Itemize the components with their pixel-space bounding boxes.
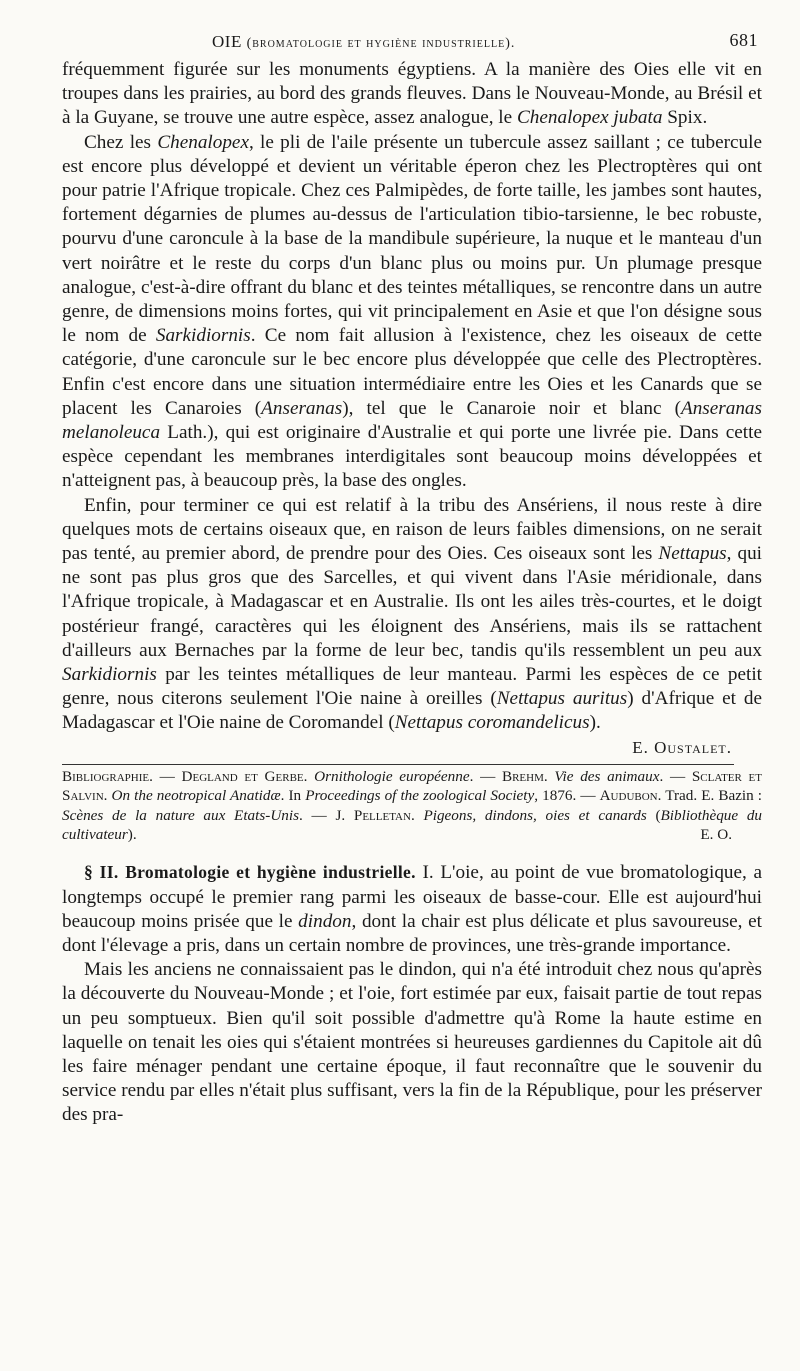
page-number: 681 [729,30,758,50]
species-name: Nettapus coromandelicus [394,712,590,734]
section-2 [62,860,762,1127]
biblio-author: Brehm [501,767,544,785]
section-heading: Bromatologie et hygiène industrielle. [125,862,416,883]
text-run: ), tel que le Canaroie noir et blanc ( [342,397,681,419]
species-name: Anseranas melanoleuca [62,397,762,444]
text-run: Chez les [84,131,158,153]
biblio-title: Pigeons, dindons, oies et canards [423,806,647,824]
divider [62,764,734,765]
biblio-title: On the neotropical Anatidæ [111,787,281,805]
paragraph-5 [62,958,762,1127]
biblio-title: Vie des animaux [554,767,660,785]
text-run: I. L'oie, au point de vue bromatologique, a longtemps occupé le premier rang parmi les oiseaux de basse-cour. Elle est aujourd'hui beaucoup moins prisée que le [62,862,763,932]
genus-name: Nettapus [658,543,727,565]
bibliography: Bibliographie. — Degland et Gerbe. Ornithologie européenne. — Brehm. Vie des animaux. — Sclater et Salvin. On the neotropical Anatidæ. In Proceedings of the zoological Society, 1876. — Audubon. Trad. E. Bazin : Scènes de la nature aux Etats-Unis. — J. Pelletan. Pigeons, dindons, oies et canards (Bibliothèque du cultivateur). E. O. [62,767,763,843]
biblio-author: Audubon [599,787,658,805]
author-signature: E. Oustalet. [632,737,732,757]
text-run: ) d'Afrique et de Madagascar et l'Oie naine de Coromandel ( [62,688,762,734]
biblio-author: Sclater et Salvin [62,767,762,805]
paragraph-4 [62,860,762,958]
genus-name: Sarkidiornis [155,325,251,347]
text-run: Spix. [662,107,708,129]
text-run: par les teintes métalliques de leur manteau. Parmi les espèces de ce petit genre, nous citerons seulement l'Oie naine à oreilles ( [62,664,762,710]
species-name: Nettapus auritus [496,688,628,710]
running-head-sub: (bromatologie et hygiène industrielle). [246,36,516,51]
biblio-title: Proceedings of the zoological Society [305,787,535,805]
biblio-title: Scènes de la nature aux Etats-Unis [62,806,300,824]
biblio-text: In [288,787,302,805]
biblio-title: Ornithologie européenne [314,767,470,785]
biblio-title: Bibliothèque du cultivateur [62,806,763,843]
paragraph-2 [62,131,762,494]
genus-name: Anseranas [261,397,343,419]
biblio-author: Degland et Gerbe [181,767,304,785]
text-run: Lath.), qui est originaire d'Australie et qui porte une livrée pie. Dans cette espèce cependant les membranes interdigitales sont beaucoup moins développées et n'atteignent pas, à beaucoup près, la base des ongles. [62,422,762,492]
text-run: , dont la chair est plus délicate et plus savoureuse, et dont l'élevage a pris, dans un certain nombre de provinces, une très-grande importance. [62,910,763,956]
genus-name: Chenalopex [157,131,249,153]
main-text [62,58,762,736]
paragraph-3 [62,494,762,736]
text-run: , qui ne sont pas plus gros que des Sarcelles, et qui vivent dans l'Asie méridionale, dans l'Afrique tropicale, à Madagascar et en Australie. Ils ont les ailes très-courtes, et le doigt postérieur frangé, caractères qui les éloignent des Ansériens, mais ils se rattachent d'ailleurs aux Bernaches par la forme de leur bec, tandis qu'ils ressemblent un peu aux [62,543,762,661]
text-run: , le pli de l'aile présente un tubercule assez saillant ; ce tubercule est encore plus développé et devient un véritable éperon chez les Plectroptères qui ont pour patrie l'Afrique tropicale. Chez ces Palmipèdes, de forte taille, les jambes sont hautes, fortement dégarnies de plumes au-dessus de l'articulation tibio-tarsienne, le bec robuste, pourvu d'une caroncule à la base de la mandibule supérieure, la nuque et le manteau d'un vert noirâtre et le reste du corps d'un blanc plus ou moins pur. Un plumage presque analogue, c'est-à-dire offrant du blanc et des teintes métalliques, se rencontre dans un autre genre, de dimensions moins fortes, qui vit principalement en Asie et que l'on désigne sous le nom de [62,131,762,347]
emphasis: dindon [298,910,352,932]
biblio-author: J. Pelletan [335,806,411,824]
text-run: fréquemment figurée sur les monuments égyptiens. A la manière des Oies elle vit en troupes dans les prairies, au bord des grands fleuves. Dans le Nouveau-Monde, au Brésil et à la Guyane, se trouve une autre espèce, assez analogue, le [62,59,762,129]
biblio-text: Trad. E. Bazin : [665,787,763,805]
genus-name: Sarkidiornis [62,664,157,686]
section-marker: § II. [84,862,119,883]
running-head-main: OIE [212,32,242,51]
text-run: Mais les anciens ne connaissaient pas le dindon, qui n'a été introduit chez nous qu'après la découverte du Nouveau-Monde ; et l'oie, fort estimée par eux, faisait partie de tout repas un peu somptueux. Bien qu'il soit possible d'admettre qu'à Rome la haute estime en laquelle on tenait les oies qui s'étaient montrées si heureuses gardiennes du Capitole ait dû les faire ménager pendant une certaine époque, il faut reconnaître que le souvenir du service rendu par elles n'était plus suffisant, vers la fin de la République, pour les préserver des pra- [62,959,762,1126]
paragraph-1 [62,58,762,131]
text-run: ). [589,712,601,734]
page-header [62,30,762,58]
text-run: Enfin, pour terminer ce qui est relatif à la tribu des Ansériens, il nous reste à dire quelques mots de certains oiseaux que, en raison de leurs faibles dimensions, on ne serait pas tenté, au premier abord, de prendre pour des Oies. Ces oiseaux sont les [62,494,762,565]
text-run: . Ce nom fait allusion à l'existence, chez les oiseaux de cette catégorie, d'une caroncule sur le bec encore plus développée que celle des Plectroptères. Enfin c'est encore dans une situation intermédiaire entre les Oies et les Canards que se placent les Canaroies ( [62,325,762,419]
biblio-initials: E. O. [700,825,732,843]
running-head [212,32,515,52]
biblio-year: 1876. [542,787,577,805]
biblio-label: Bibliographie. [62,767,153,785]
species-name: Chenalopex jubata [516,107,663,129]
